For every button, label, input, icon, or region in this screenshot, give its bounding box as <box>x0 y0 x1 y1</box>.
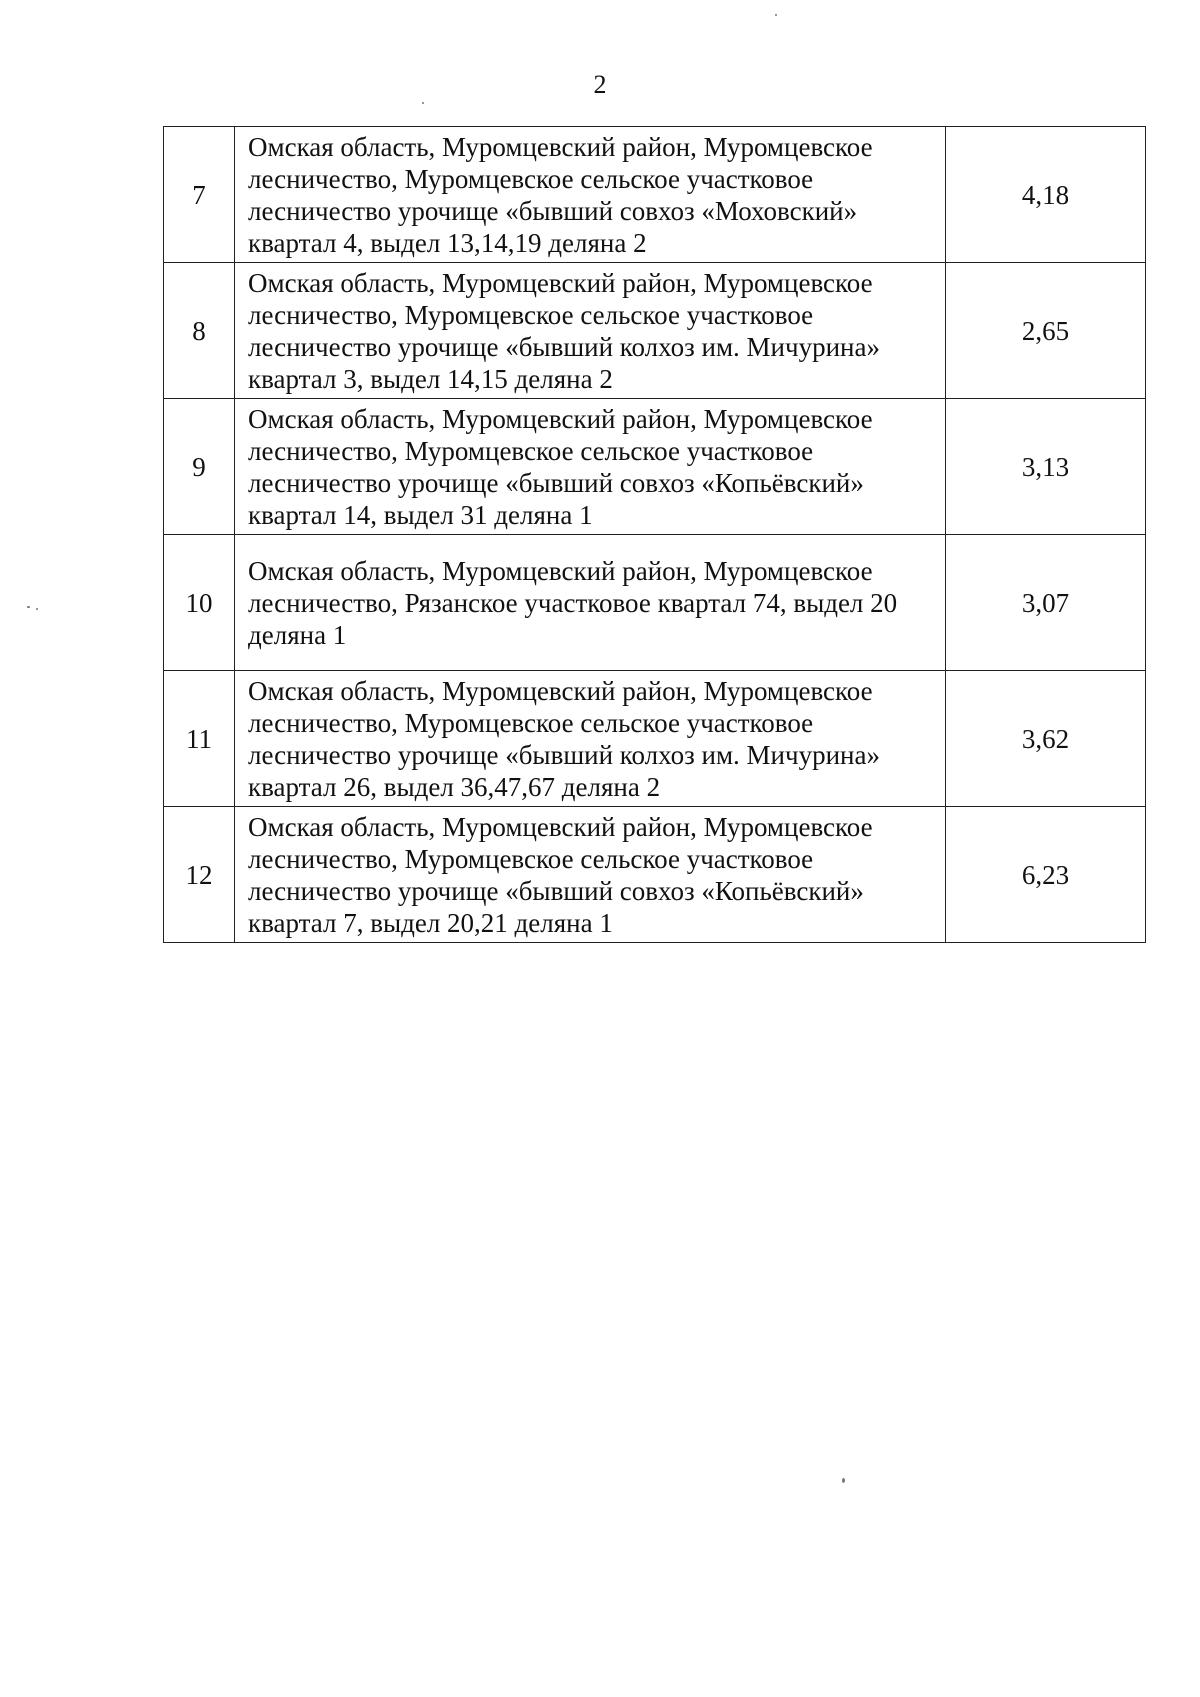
page-number: 2 <box>593 70 607 99</box>
area-cell: 3,07 <box>946 535 1146 671</box>
table-row <box>164 807 1146 943</box>
table-row <box>164 399 1146 535</box>
location-cell: Омская область, Муромцевский район, Муромцевское лесничество, Муромцевское сельское участковое лесничество урочище «бывший колхоз им. Мичурина» квартал 26, выдел 36,47,67 деляна 2 <box>235 671 946 807</box>
table-row <box>164 263 1146 399</box>
scan-speck <box>422 102 424 104</box>
location-cell: Омская область, Муромцевский район, Муромцевское лесничество, Муромцевское сельское участковое лесничество урочище «бывший колхоз им. Мичурина» квартал 3, выдел 14,15 деляна 2 <box>235 263 946 399</box>
location-cell: Омская область, Муромцевский район, Муромцевское лесничество, Рязанское участковое квартал 74, выдел 20 деляна 1 <box>235 535 946 671</box>
scan-speck <box>36 608 38 610</box>
row-number-cell: 9 <box>164 399 235 535</box>
row-number-cell: 7 <box>164 127 235 263</box>
scan-speck <box>775 14 777 16</box>
table-row <box>164 127 1146 263</box>
scan-speck <box>27 606 30 608</box>
scan-speck <box>842 1478 845 1483</box>
area-cell: 3,62 <box>946 671 1146 807</box>
area-cell: 2,65 <box>946 263 1146 399</box>
row-number-cell: 11 <box>164 671 235 807</box>
area-cell: 3,13 <box>946 399 1146 535</box>
table-row <box>164 535 1146 671</box>
table-row <box>164 671 1146 807</box>
row-number-cell: 10 <box>164 535 235 671</box>
row-number-cell: 8 <box>164 263 235 399</box>
location-cell: Омская область, Муромцевский район, Муромцевское лесничество, Муромцевское сельское участковое лесничество урочище «бывший совхоз «Моховский» квартал 4, выдел 13,14,19 деляна 2 <box>235 127 946 263</box>
area-cell: 4,18 <box>946 127 1146 263</box>
row-number-cell: 12 <box>164 807 235 943</box>
area-cell: 6,23 <box>946 807 1146 943</box>
plots-table <box>163 126 1146 943</box>
location-cell: Омская область, Муромцевский район, Муромцевское лесничество, Муромцевское сельское участковое лесничество урочище «бывший совхоз «Копьёвский» квартал 14, выдел 31 деляна 1 <box>235 399 946 535</box>
location-cell: Омская область, Муромцевский район, Муромцевское лесничество, Муромцевское сельское участковое лесничество урочище «бывший совхоз «Копьёвский» квартал 7, выдел 20,21 деляна 1 <box>235 807 946 943</box>
